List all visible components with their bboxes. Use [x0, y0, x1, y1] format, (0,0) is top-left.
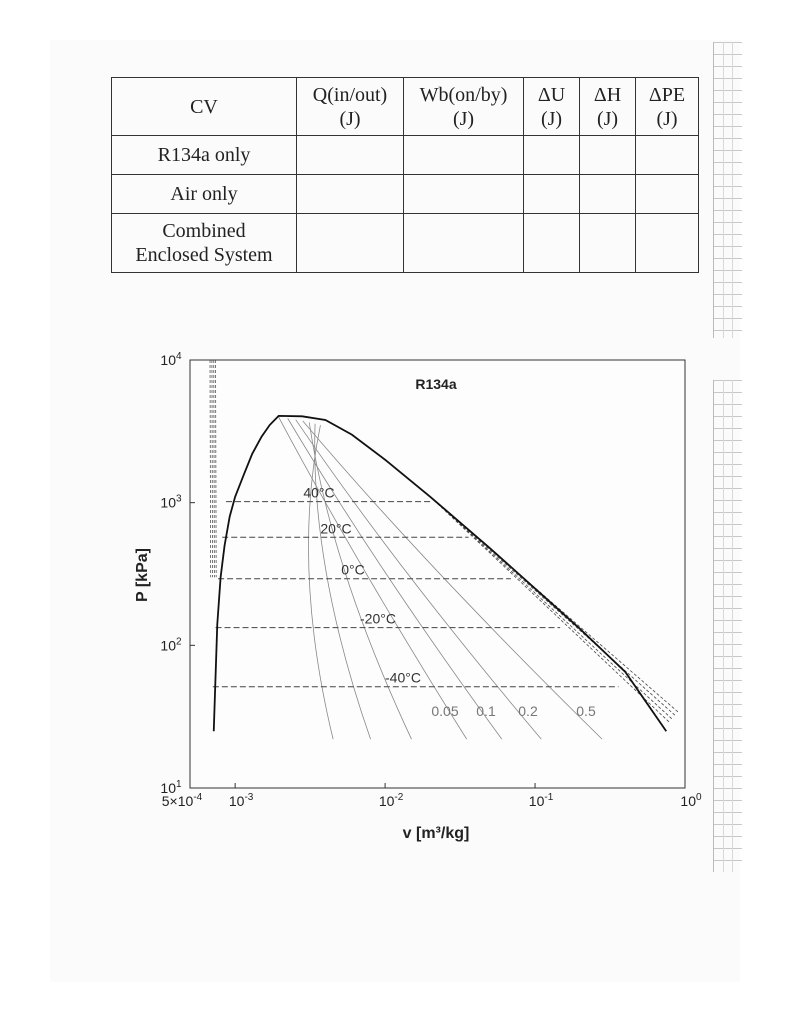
isochore-label: 0.1	[476, 703, 496, 719]
isotherm-label: 0°C	[341, 561, 365, 578]
header-dpe: ΔPE (J)	[636, 78, 699, 136]
x-tick-label: $10^0$	[680, 792, 702, 809]
y-tick-label: $10^4$	[160, 351, 182, 368]
x-tick-label: $10^{-1}$	[528, 792, 554, 809]
isotherm-label: 20°C	[320, 520, 352, 537]
isotherm-label: 40°C	[303, 484, 335, 501]
header-cv: CV	[112, 78, 297, 136]
chart-title: R134a	[415, 376, 457, 392]
header-dh: ΔH (J)	[580, 78, 636, 136]
row-label: Combined Enclosed System	[112, 214, 297, 273]
x-axis-label: v [m³/kg]	[402, 825, 470, 842]
isochore-label: 0.05	[431, 703, 459, 719]
isochore-label: 0.5	[576, 703, 596, 719]
row-label: R134a only	[112, 136, 297, 175]
isotherm-label: -20°C	[360, 610, 396, 627]
row-label: Air only	[112, 175, 297, 214]
y-tick-label: $10^1$	[160, 779, 182, 796]
header-q: Q(in/out) (J)	[297, 78, 404, 136]
y-axis-label: P [kPa]	[134, 548, 151, 602]
header-du: ΔU (J)	[524, 78, 580, 136]
isochore-label: 0.2	[518, 703, 538, 719]
x-tick-label: $5\times 10^{-4}$	[161, 792, 203, 809]
header-wb: Wb(on/by) (J)	[404, 78, 524, 136]
y-tick-label: $10^3$	[160, 493, 182, 511]
y-tick-label: $10^2$	[160, 636, 182, 654]
isotherm-label: -40°C	[385, 669, 421, 686]
x-tick-label: $10^{-2}$	[378, 792, 404, 809]
plot-frame	[190, 360, 685, 788]
x-tick-label: $10^{-3}$	[228, 792, 254, 809]
